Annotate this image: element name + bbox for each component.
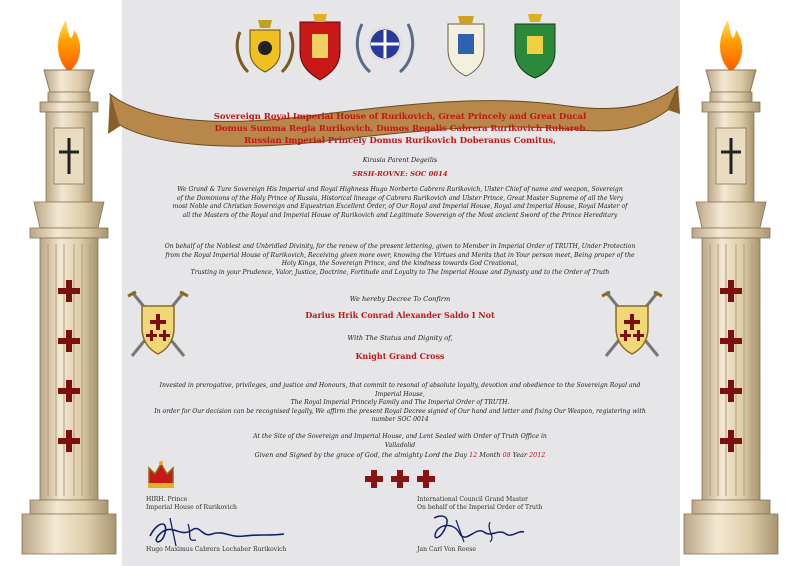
date-month-label: Month xyxy=(479,451,501,459)
body-line: Holy Kings, the Sovereign Prince, and the kindness towards God Creational, xyxy=(281,260,519,268)
privileges-line: In order for Our decision can be recognised legally, We affirm the present Royal Decree signed of Our hand and letter and fixing Our Weapon, registering with xyxy=(154,407,646,415)
preamble-line: most Noble and Christian Sovereign and Equestrian Excellent Order, of Our Royal and Imperial House, Royal and Imperial House, Royal Master of xyxy=(172,203,628,211)
left-signatory-title-1: HIRH. Prince xyxy=(146,496,188,503)
header-line-2: Domus Summa Regia Rurikovich, Dumos Regalis Cabrera Rurikovich Ruhareb xyxy=(214,124,586,134)
crown-icon xyxy=(146,458,176,490)
left-signatory-title-2: Imperial House of Rurikovich xyxy=(146,504,237,512)
right-shield-swords-icon xyxy=(600,288,664,364)
right-signatory-title-2: On behalf of the Imperial Order of Truth xyxy=(417,504,543,512)
right-signatory-title-1: International Council Grand Master xyxy=(417,496,528,503)
privileges-paragraph xyxy=(148,382,652,425)
preamble-line: of the Dominions of the Holy Prince of Russia, Historical lineage of Cabrera Rurikovich and Ulster Prince, Great Master Supreme of all the Very xyxy=(176,194,624,202)
preamble-line: We Grand & Ture Sovereign His Imperial and Royal Highness Hugo Norberto Cabrera Rurikovich, Ulster Chief of name and weapon, Sovereign xyxy=(177,186,623,193)
preamble-paragraph xyxy=(148,186,652,220)
right-signatory-block xyxy=(417,496,542,512)
header-line-3: Russian Imperial Princely Domus Rurikovich Doberanus Comitus, xyxy=(244,136,556,146)
decree-line: We hereby Decree To Confirm xyxy=(349,295,451,303)
privileges-line: Invested in prerogative, privileges, and justice and Honours, that commit to resonal of absolute loyalty, devotion and obedience to the Sovereign Royal and Imperial House, xyxy=(159,382,641,398)
date-day: 12 xyxy=(469,451,478,459)
right-handwritten-signature xyxy=(420,512,530,548)
body-line: from the Royal Imperial House of Rurikovich, Receiving given more over, knowing the Virtues and Merits that in Your person meet, Being proper of the xyxy=(165,251,635,259)
motto: Kirasia Parent Degeilis xyxy=(362,156,438,164)
privileges-line: number SOC 0014 xyxy=(371,416,429,424)
dignity-title: Knight Grand Cross xyxy=(355,351,445,361)
preamble-line: all the Masters of the Royal and Imperial House of Rurikovich and Legitimate Sovereign of the Most ancient Sword of the Prince Hereditary xyxy=(182,211,618,219)
closing-line: At the Site of the Sovereign and Imperial House, and Lent Sealed with Order of Truth Office in xyxy=(253,433,547,440)
closing-paragraph xyxy=(148,433,652,450)
body-paragraph xyxy=(148,243,652,277)
recipient-name: Darius Hrik Conrad Alexander Saldo I Not xyxy=(305,310,495,320)
date-prefix: Given and Signed by the grace of God, the almighty Lord the Day xyxy=(254,451,468,459)
closing-line: Valladolid xyxy=(384,441,416,449)
right-signatory-name: Jan Carl Von Reese xyxy=(417,546,476,553)
date-year-label: Year xyxy=(512,451,528,459)
header-line-1: Sovereign Royal Imperial House of Rurikovich, Great Princely and Great Ducal xyxy=(213,112,587,122)
status-line: With The Status and Dignity of, xyxy=(347,334,453,342)
date-line xyxy=(148,451,652,460)
date-month: 08 xyxy=(502,451,511,459)
left-signatory-name: Hugo Maximus Cabrera Lochaber Rurikovich xyxy=(146,546,287,553)
reference-number: SRSH-ROVNE: SOC 0014 xyxy=(352,170,448,178)
left-signatory-block xyxy=(146,496,237,512)
body-line: On behalf of the Noblest and Unbridled Divinity, for the renew of the present lettering, given to Member in Imperial Order of TRUTH, Under Protection xyxy=(164,243,636,250)
privileges-line: The Royal Imperial Princely Family and The Imperial Order of TRUTH. xyxy=(290,399,510,407)
body-line: Trusting in your Prudence, Valor, Justice, Doctrine, Fortitude and Loyalty to The Imperial House and Dynasty and to the Order of Truth xyxy=(190,268,610,276)
three-crosses-icon xyxy=(363,468,441,488)
left-shield-swords-icon xyxy=(126,288,190,364)
date-year: 2012 xyxy=(529,451,546,459)
